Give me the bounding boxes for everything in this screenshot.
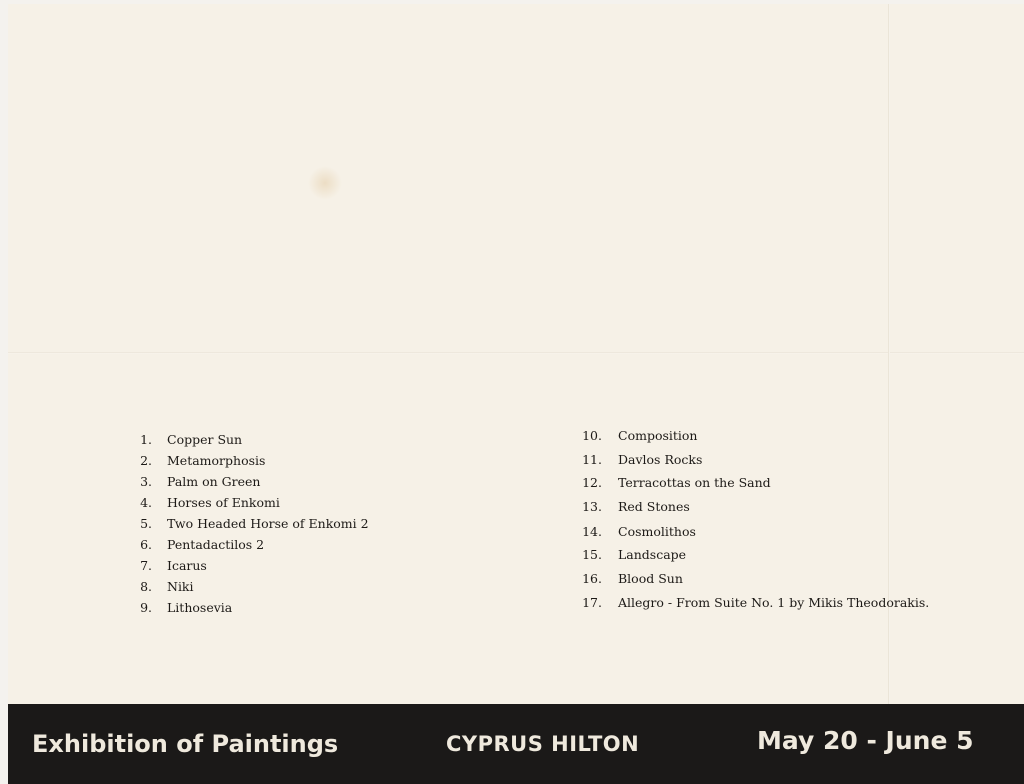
list-item [580, 452, 703, 467]
list-item [580, 428, 698, 443]
item-title: Blood Sun [618, 571, 683, 586]
list-item [138, 537, 265, 552]
exhibition-banner [8, 704, 1024, 784]
list-item [138, 516, 369, 531]
list-item [580, 595, 930, 610]
item-number: 4. [140, 495, 152, 510]
list-item [580, 524, 696, 539]
item-title: Cosmolithos [618, 524, 696, 539]
item-number: 13. [582, 499, 602, 514]
list-item [138, 600, 233, 615]
list-item [138, 558, 207, 573]
exhibition-sheet [8, 4, 1024, 784]
item-number: 9. [140, 600, 152, 615]
item-number: 2. [140, 453, 152, 468]
banner-venue: CYPRUS HILTON [446, 732, 640, 756]
list-item [138, 579, 194, 594]
list-item [138, 432, 243, 447]
item-title: Landscape [618, 547, 687, 562]
list-item [138, 474, 261, 489]
item-title: Pentadactilos 2 [167, 537, 265, 552]
list-item [580, 499, 690, 514]
item-number: 10. [582, 428, 602, 443]
list-item [580, 547, 687, 562]
item-number: 3. [140, 474, 152, 489]
item-number: 7. [140, 558, 152, 573]
paper-stain [308, 166, 342, 200]
item-title: Horses of Enkomi [167, 495, 280, 510]
item-number: 16. [582, 571, 602, 586]
list-item [138, 495, 280, 510]
item-number: 14. [582, 524, 602, 539]
item-number: 17. [582, 595, 602, 610]
item-title: Copper Sun [167, 432, 243, 447]
item-title: Terracottas on the Sand [618, 475, 771, 490]
item-title: Icarus [167, 558, 207, 573]
item-title: Niki [167, 579, 194, 594]
item-title: Davlos Rocks [618, 452, 703, 467]
item-number: 11. [582, 452, 602, 467]
item-title: Red Stones [618, 499, 690, 514]
horizontal-fold-line [8, 352, 1024, 354]
banner-exhibition-title: Exhibition of Paintings [32, 730, 339, 758]
item-number: 8. [140, 579, 152, 594]
item-number: 1. [140, 432, 152, 447]
item-title: Metamorphosis [167, 453, 266, 468]
banner-dates: May 20 - June 5 [757, 726, 974, 755]
item-title: Composition [618, 428, 698, 443]
item-number: 12. [582, 475, 602, 490]
item-title: Palm on Green [167, 474, 261, 489]
item-number: 15. [582, 547, 602, 562]
item-title: Allegro - From Suite No. 1 by Mikis Theodorakis. [618, 595, 930, 610]
list-item [580, 475, 771, 490]
item-number: 5. [140, 516, 152, 531]
list-item [580, 571, 683, 586]
item-title: Lithosevia [167, 600, 233, 615]
list-item [138, 453, 266, 468]
item-title: Two Headed Horse of Enkomi 2 [167, 516, 369, 531]
item-number: 6. [140, 537, 152, 552]
